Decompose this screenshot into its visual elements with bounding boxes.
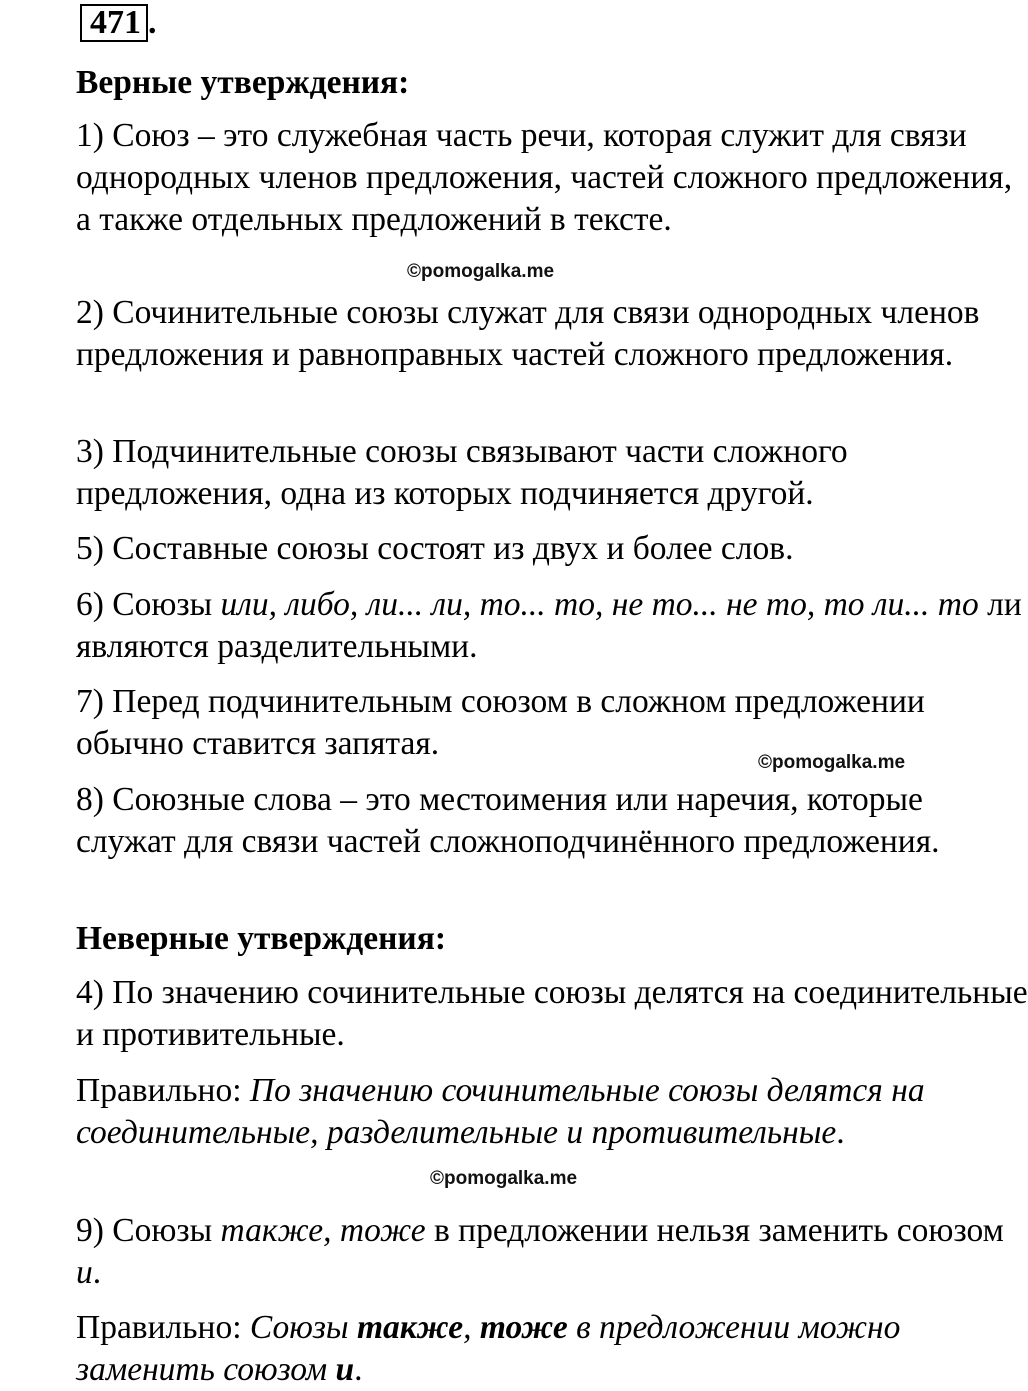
statement-2: 2) Сочинительные союзы служат для связи однородных членов предложения и равноправных частей сложного предложения. [76, 294, 980, 373]
correct-heading: Верные утверждения: [76, 64, 410, 101]
exercise-number: 471 . [80, 4, 157, 42]
wrong-heading: Неверные утверждения: [76, 920, 447, 957]
statement-6: 6) Союзы или, либо, ли... ли, то... то, не то... не то, то ли... то ли являются разделительными. [76, 586, 1022, 665]
conjunction-list: или, либо, ли... ли, то... то, не то... не то, то ли... то [220, 586, 979, 623]
watermark: ©pomogalka.me [758, 752, 906, 773]
statement-3: 3) Подчинительные союзы связывают части сложного предложения, одна из которых подчиняется другой. [76, 433, 848, 512]
statement-7: 7) Перед подчинительным союзом в сложном предложении обычно ставится запятая. [76, 683, 925, 762]
statement-8: 8) Союзные слова – это местоимения или наречия, которые служат для связи частей сложноподчинённого предложения. [76, 781, 940, 860]
statement-9-correction: Правильно: Союзы также, тоже в предложении можно заменить союзом и. [76, 1309, 901, 1388]
statement-4: 4) По значению сочинительные союзы делятся на соединительные и противительные. [76, 974, 1028, 1053]
watermark: ©pomogalka.me [430, 1168, 578, 1189]
watermark: ©pomogalka.me [407, 261, 555, 282]
statement-9: 9) Союзы также, тоже в предложении нельзя заменить союзом и. [76, 1212, 1004, 1291]
statement-1: 1) Союз – это служебная часть речи, которая служит для связи однородных членов предложения, частей сложного предложения, а также отдельных предложений в тексте. [76, 117, 1013, 238]
statement-5: 5) Составные союзы состоят из двух и более слов. [76, 530, 794, 567]
statement-4-correction: Правильно: По значению сочинительные союзы делятся на соединительные, разделительные и противительные. [76, 1072, 925, 1151]
